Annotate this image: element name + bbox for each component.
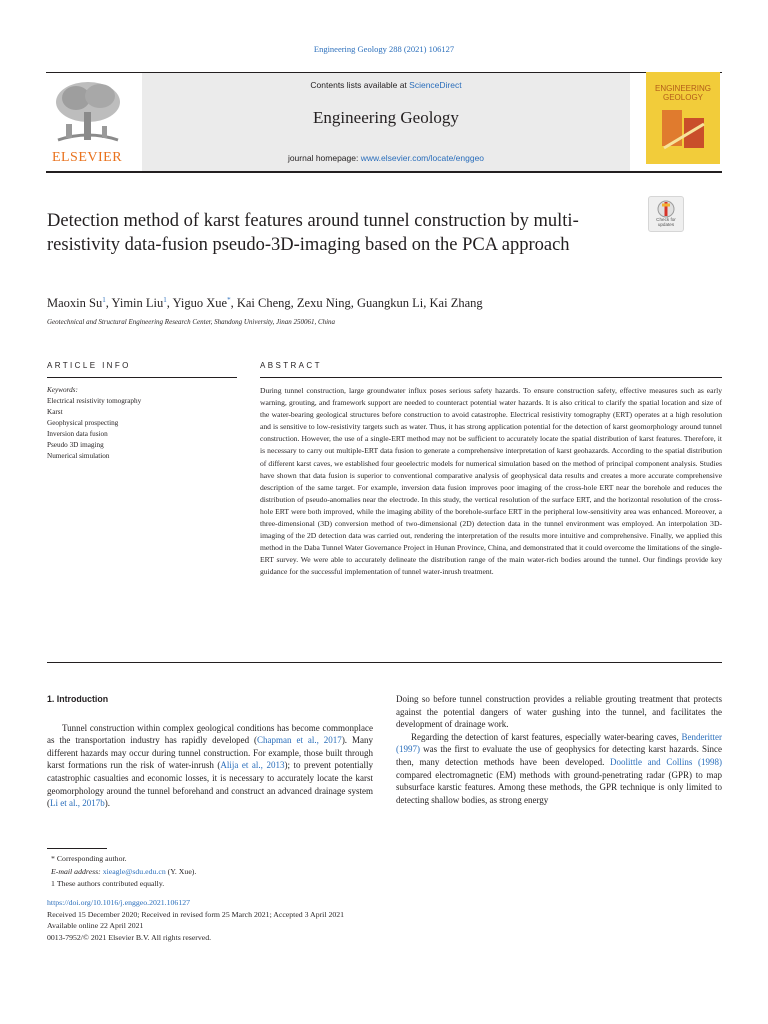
author-affiliation: Geotechnical and Structural Engineering Research Center, Shandong University, Jinan 250061, China: [47, 318, 336, 326]
footnote-mark: *: [51, 854, 55, 863]
author-note-mark[interactable]: 1: [163, 296, 167, 304]
author-name[interactable]: Kai Zhang: [429, 296, 483, 311]
homepage-prefix: journal homepage:: [287, 153, 361, 163]
body-left-column: [47, 693, 373, 810]
author-note-mark[interactable]: *: [227, 296, 231, 304]
paragraph: [47, 722, 373, 810]
author-name[interactable]: Kai Cheng: [236, 296, 291, 311]
cover-title-line2: GEOLOGY: [662, 93, 703, 102]
paragraph-text: ). Many different hazards may occur during tunnel construction. For example, those built through karst formations run the risk of water-inrush (: [47, 735, 373, 771]
paragraph-text: ); to prevent potentially catastrophic casualties and economic losses, it is necessary to accurately locate the karst geomorphology around the tunnel beforehand and construct an advanced drainage system (: [47, 760, 373, 809]
citation-link[interactable]: Alija et al., 2013: [220, 760, 285, 771]
journal-name: Engineering Geology: [313, 108, 459, 127]
elsevier-wordmark[interactable]: ELSEVIER: [51, 150, 123, 165]
journal-citation[interactable]: Engineering Geology 288 (2021) 106127: [313, 44, 455, 54]
citation-link[interactable]: Li et al., 2017b: [50, 798, 105, 809]
cover-artwork: [660, 104, 708, 154]
cover-title-line1: ENGINEERING: [654, 84, 711, 93]
article-info-rule: [47, 377, 237, 378]
journal-homepage: [142, 153, 630, 163]
header-bottom-rule: [46, 171, 722, 173]
cover-title: [646, 84, 720, 102]
footnote-email: [47, 866, 467, 879]
author-name[interactable]: Guangkun Li: [356, 296, 424, 311]
header-top-rule: [46, 72, 722, 73]
crossmark-label-line1: Check for: [656, 217, 676, 222]
doi-link[interactable]: https://doi.org/10.1016/j.enggeo.2021.106127: [47, 898, 191, 907]
paragraph-text: was the first to evaluate the use of geophysics for detecting karst hazards. Since then, many detection methods have been developed.: [396, 744, 722, 767]
citation-link[interactable]: Doolittle and Collins (1998): [610, 756, 722, 767]
keywords-label: Keywords:: [47, 386, 78, 394]
keyword-item: Inversion data fusion: [47, 430, 108, 438]
received-dates: Received 15 December 2020; Received in revised form 25 March 2021; Accepted 3 April 2021: [47, 909, 345, 919]
abstract-end-rule: [47, 662, 722, 663]
footnote-mark: 1: [51, 879, 55, 888]
author-note-mark[interactable]: 1: [102, 296, 106, 304]
article-title: Detection method of karst features around tunnel construction by multi-resistivity data-fusion pseudo-3D-imaging based on the PCA approach: [47, 211, 579, 255]
paragraph-text: ).: [104, 798, 110, 809]
author-name[interactable]: Yiguo Xue: [172, 296, 228, 311]
author-name[interactable]: Yimin Liu: [111, 296, 164, 311]
email-link[interactable]: xieagle@sdu.edu.cn: [102, 866, 166, 876]
article-info-heading: ARTICLE INFO: [47, 361, 131, 370]
abstract-rule: [260, 377, 722, 378]
footnote-corresponding: [47, 853, 467, 866]
abstract-heading: ABSTRACT: [260, 361, 322, 370]
keyword-item: Pseudo 3D imaging: [47, 441, 104, 449]
body-right-column: [396, 693, 722, 806]
citation-link[interactable]: Chapman et al., 2017: [257, 735, 342, 746]
paragraph-text: compared electromagnetic (EM) methods with ground-penetrating radar (GPR) to map subsurface karstic features. Among these methods, the GPR technique is only limited to detecting shallow bodies, as strong energy: [396, 769, 722, 805]
author-name[interactable]: Zexu Ning: [296, 296, 351, 311]
sciencedirect-link[interactable]: ScienceDirect: [409, 80, 462, 90]
keyword-item: Numerical simulation: [47, 452, 110, 460]
footnote-rule: [47, 848, 107, 849]
contents-prefix: Contents lists available at: [310, 80, 410, 90]
section-heading-introduction: 1. Introduction: [47, 694, 109, 704]
footnote-text: Corresponding author.: [56, 854, 127, 863]
available-online: Available online 22 April 2021: [47, 921, 144, 931]
crossmark-label-line2: updates: [657, 222, 675, 227]
copyright-notice: 0013-7952/© 2021 Elsevier B.V. All rights reserved.: [47, 932, 212, 942]
email-label: E-mail address:: [51, 866, 103, 876]
check-for-updates-badge[interactable]: [648, 196, 684, 232]
keyword-item: Geophysical prospecting: [47, 419, 119, 427]
keyword-item: Karst: [47, 408, 63, 416]
email-suffix: (Y. Xue).: [165, 866, 197, 876]
footnotes: [47, 853, 467, 891]
keyword-item: Electrical resistivity tomography: [47, 397, 142, 405]
keywords-block: [47, 385, 237, 462]
author-name[interactable]: Maoxin Su: [47, 296, 103, 311]
contents-availability: [142, 80, 630, 90]
author-list: Maoxin Su$^1$, Yimin Liu$^1$, Yiguo Xue*, Kai Cheng, Zexu Ning, Guangkun Li, Kai Zhang: [47, 296, 483, 311]
crossmark-label: [649, 217, 683, 227]
elsevier-tree-logo: [48, 78, 126, 148]
homepage-link[interactable]: www.elsevier.com/locate/enggeo: [360, 153, 485, 163]
paragraph: [396, 731, 722, 807]
publication-info: [47, 897, 527, 943]
footnote-text: These authors contributed equally.: [56, 879, 165, 888]
footnote-equal-contribution: [47, 878, 467, 891]
citation-link[interactable]: Benderitter (1997): [396, 731, 722, 755]
paragraph-text: Tunnel construction within complex geological conditions has become commonplace as the transportation industry has rapidly developed (: [47, 722, 373, 746]
paragraph-text: Regarding the detection of karst features, especially water-bearing caves,: [411, 731, 682, 742]
abstract-text: During tunnel construction, large groundwater influx poses serious safety hazards. To ensure construction safety, effective measures such as early warning, grouting, and framework support are needed to counteract potential water hazards. It is also critical to clarify the spatial location and size of the water-bearing geological structures before construction to avoid catastrophe. Electrical resistivity tomography (ERT) operates at a high resolution and is sensitive to low-resistivity targets such as water. Thus, it has strong application potential for the detection of karst geomorphology around tunnel construction. However, the use of a single-ERT method may not be sufficient to accurately locate the spatial distribution of karst features. Therefore, it is necessary to carry out multiple-ERT data fusion to generate a comprehensive interpretation of karst geohazards. According to the spatial distribution of different karst caves, we established four geoelectric models for numerical simulation based on the method of principal component analysis. Studies have shown that data fusion is superior to conventional comparative analysis of geophysical data results and creates a more accurate comprehensive description of the same target. For example, inversion data fusion improves poor imaging of the cross-hole ERT near the borehole and reduces the distribution of pseudo-anomalies near the electrode. In this study, the vertical resolution of the surface ERT, and the horizontal resolution of the cross-hole ERT were both improved, while the imaging ability of the borehole-surface ERT in the peripheral low-sensitivity area was enhanced. Moreover, a three-dimensional (3D) conversion method of two-dimensional (2D) detection data in the tunnel environment was employed. An interpolation 3D-imaging of the 2D detection data was carried out, rendering the interpretation of the results more intuitive and comprehensive. Finally, we applied this method in the Daba Tunnel Water Governance Project in Hunan Province, China, and demonstrated that it could overcome the limitations of the single-ERT survey. We were able to accurately delineate the distribution range of the main water-rich bodies around the tunnel. Our findings provide key guidance for the successful implementation of tunnel water-inrush treatment.: [260, 386, 722, 577]
paragraph: Doing so before tunnel construction provides a reliable grouting treatment that protects against the potential dangers of water gushing into the tunnel, and facilitates the development of drainage work.: [396, 694, 722, 730]
